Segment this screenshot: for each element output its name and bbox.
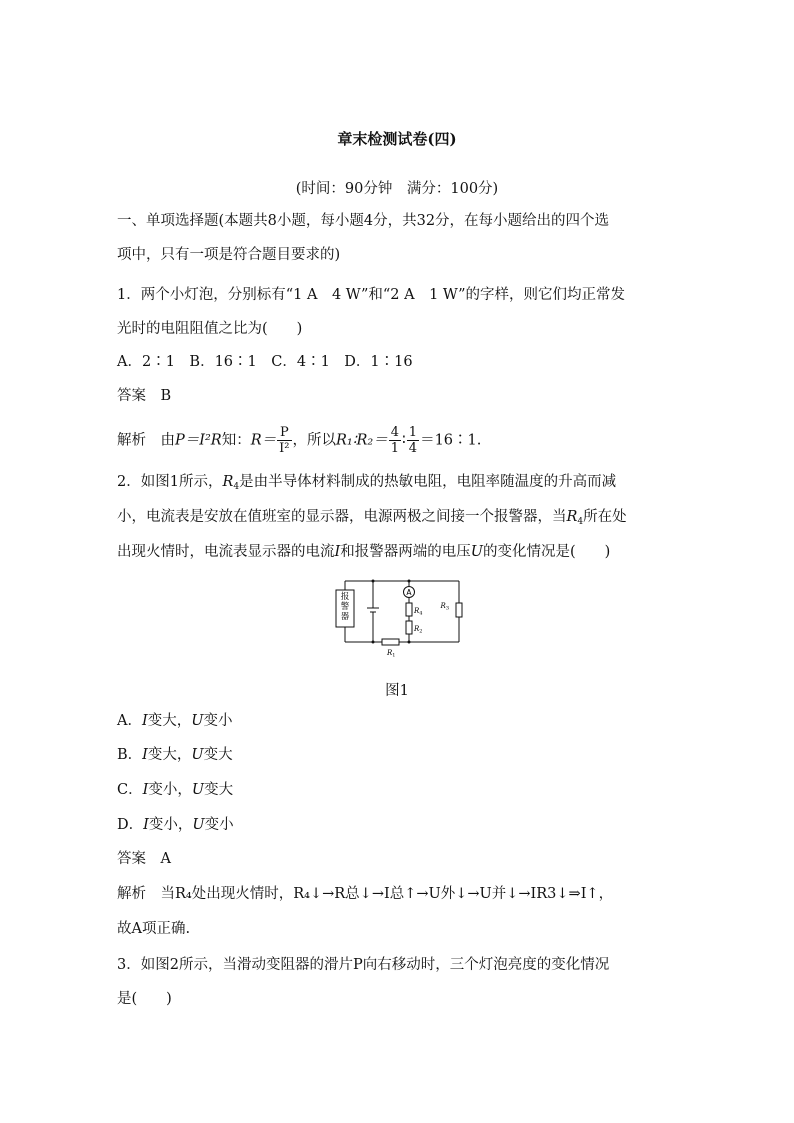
junction-dot — [408, 580, 411, 583]
q1-analysis: 解析 由P＝I²R知：R＝ $\frac{P}{\text{I²}}$ ，所以R₁∶R₂＝ $\frac{4}{1}$ ∶ $\frac{1}{4}$ ＝16∶1. — [117, 425, 482, 456]
q1-options: A．2∶1 B．16∶1 C．4∶1 D．1∶16 — [117, 354, 413, 370]
resistor-r1-symbol — [382, 639, 399, 645]
formula-power: P＝I²R — [175, 432, 222, 449]
fraction-p-over-i2: $\frac{P}{\text{I²}}$ — [279, 425, 290, 456]
analysis-result: ＝16∶1. — [420, 432, 482, 449]
q2-stem-line2: 小，电流表是安放在值班室的显示器，电源两极之间接一个报警器，当$R_4$所在处 — [117, 509, 627, 527]
r2-label: $R_2$ — [414, 625, 423, 635]
q2-stem-line1: 2．如图1所示，$R_4$是由半导体材料制成的热敏电阻，电阻率随温度的升高而减 — [117, 474, 617, 492]
alarm-char-3: 器 — [340, 612, 350, 622]
q3-stem-line1: 3．如图2所示，当滑动变阻器的滑片P向右移动时，三个灯泡亮度的变化情况 — [117, 957, 610, 973]
q2-option-d: D．I变小，U变小 — [117, 817, 234, 833]
resistor-r4-symbol — [406, 603, 412, 616]
alarm-char-2: 警 — [340, 602, 350, 612]
fraction-4-over-1: $\frac{4}{1}$ — [390, 425, 400, 456]
q2-option-a: A．I变大，U变小 — [117, 713, 233, 729]
resistor-r3-symbol — [456, 603, 462, 617]
formula-ratio: R₁∶R₂＝ — [336, 432, 388, 449]
junction-dot — [372, 580, 375, 583]
alarm-label — [341, 591, 350, 622]
q2-option-c: C．I变小，U变大 — [117, 782, 234, 798]
resistor-r2-symbol — [406, 621, 412, 634]
q3-stem-line2: 是( ) — [117, 991, 172, 1007]
page-title: 章末检测试卷(四) — [337, 130, 457, 148]
analysis-label: 解析 — [117, 432, 146, 449]
q1-stem-line1: 1．两个小灯泡，分别标有“1 A 4 W”和“2 A 1 W”的字样，则它们均正常发 — [117, 287, 626, 303]
answer-value: A — [160, 851, 171, 867]
analysis-text: 由 — [160, 432, 175, 449]
circuit-diagram-figure — [325, 575, 465, 657]
q1-stem-line2: 光时的电阻阻值之比为( ) — [117, 321, 303, 337]
q1-answer — [117, 386, 171, 406]
alarm-char-1: 报 — [340, 592, 350, 602]
answer-value: B — [160, 388, 172, 404]
junction-dot — [408, 641, 411, 644]
r4-label: $R_4$ — [414, 607, 423, 617]
ammeter-label: A — [406, 588, 412, 597]
figure-caption: 图1 — [385, 683, 409, 699]
section-heading-line1: 一、单项选择题(本题共8小题，每小题4分，共32分，在每小题给出的四个选 — [117, 213, 610, 229]
r1-label: $R_1$ — [387, 649, 396, 657]
answer-label: 答案 — [117, 851, 146, 867]
section-heading-line2: 项中，只有一项是符合题目要求的) — [117, 247, 341, 263]
answer-label: 答案 — [117, 388, 146, 404]
analysis-text: ，所以 — [292, 432, 336, 449]
fraction-1-over-4: $\frac{1}{4}$ — [408, 425, 418, 456]
q2-answer — [117, 849, 171, 869]
q2-option-b: B．I变大，U变大 — [117, 747, 233, 763]
formula-resistance: R＝ — [250, 432, 277, 449]
q2-stem-line3: 出现火情时，电流表显示器的电流I和报警器两端的电压U的变化情况是( ) — [117, 544, 611, 560]
q2-analysis-line1 — [117, 884, 613, 904]
analysis-chain: 当R₄处出现火情时，R₄↓→R总↓→I总↑→U外↓→U并↓→IR3↓⇒I↑， — [160, 886, 614, 902]
q2-analysis-line2: 故A项正确. — [117, 921, 191, 937]
analysis-label: 解析 — [117, 886, 146, 902]
exam-info: (时间：90分钟 满分：100分) — [295, 181, 499, 197]
r3-label: $R_3$ — [440, 602, 449, 612]
analysis-text: 知： — [221, 432, 251, 449]
junction-dot — [372, 641, 375, 644]
